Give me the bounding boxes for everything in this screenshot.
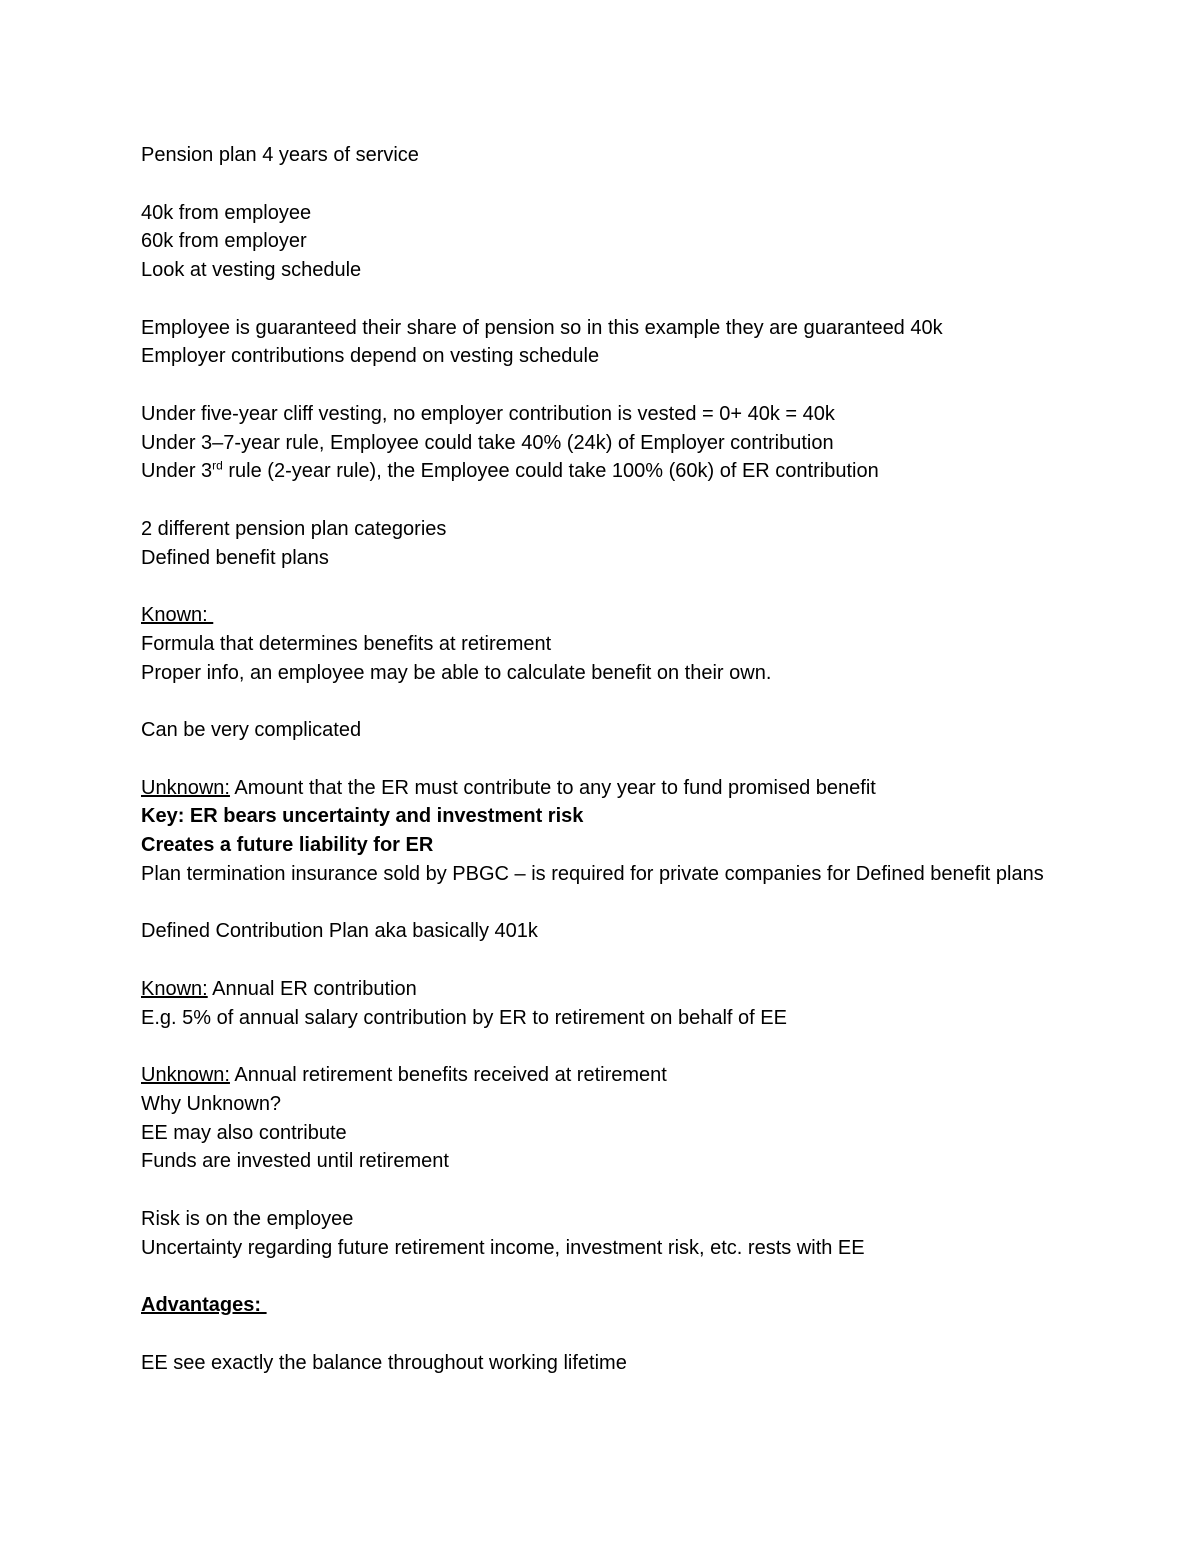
db-insurance-line: Plan termination insurance sold by PBGC – is required for private companies for Defined benefit plans [141, 862, 1044, 885]
blank-line [141, 486, 1081, 515]
advantages-label: Advantages: [141, 1294, 267, 1316]
db-known-line: Proper info, an employee may be able to calculate benefit on their own. [141, 661, 772, 684]
db-unknown-text: Amount that the ER must contribute to any year to fund promised benefit [229, 776, 876, 799]
blank-line [141, 285, 1081, 314]
intro-line: Look at vesting schedule [141, 259, 362, 281]
advantage-line: EE see exactly the balance throughout working lifetime [141, 1351, 627, 1374]
db-key-line: Key: ER bears uncertainty and investment risk [141, 805, 584, 828]
third-rule-suffix: rule (2-year rule), the Employee could take 100% (60k) of ER contribution [222, 460, 879, 483]
blank-line [141, 745, 1081, 774]
vesting-third-rule-line [141, 457, 1081, 486]
dc-unknown-detail-line: EE may also contribute [141, 1121, 347, 1144]
blank-line [141, 1320, 1081, 1349]
guarantee-line: Employer contributions depend on vesting schedule [141, 345, 600, 368]
db-liability-line: Creates a future liability for ER [141, 834, 434, 856]
vesting-three-seven-line: Under 3–7-year rule, Employee could take 40% (24k) of Employer contribution [141, 431, 834, 454]
dc-unknown-line [141, 1061, 1081, 1090]
intro-line: 60k from employer [141, 230, 307, 253]
guarantee-line: Employee is guaranteed their share of pension so in this example they are guaranteed 40k [141, 316, 943, 339]
db-known-label: Known: [141, 604, 214, 626]
document-title-line: Pension plan 4 years of service [141, 144, 419, 166]
blank-line [141, 170, 1081, 199]
dc-unknown-detail-line: Why Unknown? [141, 1092, 282, 1115]
vesting-five-year-line: Under five-year cliff vesting, no employer contribution is vested = 0+ 40k = 40k [141, 402, 835, 425]
db-known-line: Formula that determines benefits at retirement [141, 632, 552, 655]
dc-unknown-label: Unknown: [141, 1064, 230, 1086]
dc-known-line [141, 975, 1081, 1004]
complicated-line: Can be very complicated [141, 719, 362, 741]
intro-line: 40k from employee [141, 201, 312, 224]
blank-line [141, 1176, 1081, 1205]
third-rule-superscript: rd [212, 458, 223, 473]
blank-line [141, 572, 1081, 601]
dc-title-line: Defined Contribution Plan aka basically 401k [141, 920, 538, 943]
blank-line [141, 1032, 1081, 1061]
risk-line: Risk is on the employee [141, 1207, 354, 1230]
dc-unknown-text: Annual retirement benefits received at retirement [229, 1064, 667, 1086]
third-rule-prefix: Under 3 [141, 460, 213, 483]
dc-unknown-detail-line: Funds are invested until retirement [141, 1150, 449, 1173]
document-body [141, 141, 1081, 1377]
categories-line: Defined benefit plans [141, 546, 329, 569]
blank-line [141, 946, 1081, 975]
blank-line [141, 889, 1081, 918]
db-unknown-label: Unknown: [141, 776, 230, 799]
advantages-heading [141, 1291, 1081, 1320]
db-unknown-line [141, 774, 1081, 803]
risk-line: Uncertainty regarding future retirement income, investment risk, etc. rests with EE [141, 1236, 865, 1259]
blank-line [141, 687, 1081, 716]
db-known-heading [141, 601, 1081, 630]
categories-line: 2 different pension plan categories [141, 517, 447, 540]
dc-example-line: E.g. 5% of annual salary contribution by ER to retirement on behalf of EE [141, 1006, 787, 1029]
dc-known-label: Known: [141, 977, 208, 1000]
blank-line [141, 371, 1081, 400]
dc-known-text: Annual ER contribution [207, 977, 417, 1000]
blank-line [141, 1262, 1081, 1291]
